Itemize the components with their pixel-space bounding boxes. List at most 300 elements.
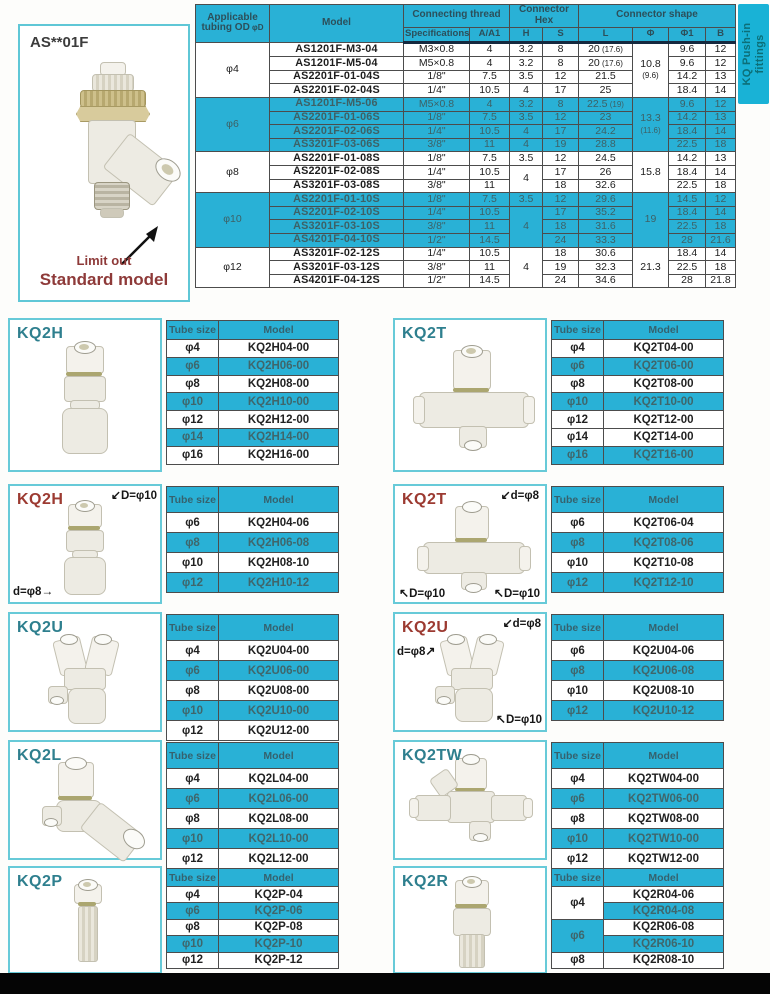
table-cell: 4: [510, 165, 543, 192]
table-row: [552, 340, 724, 358]
table-row: [552, 887, 724, 903]
table-row: [167, 357, 339, 375]
arrow-down-left-icon: ↙: [502, 616, 513, 630]
kq2t-reducer-product-box: [393, 484, 547, 604]
table-cell: 22.5 (19): [579, 97, 633, 111]
table-cell: φ6: [167, 357, 219, 375]
table-cell: φ10: [552, 829, 604, 849]
annotation-D10-right: [494, 586, 540, 600]
tab-label-line1: KQ Push-in: [740, 22, 753, 86]
table-cell: 18.4: [669, 125, 706, 139]
table-cell: φ6: [552, 789, 604, 809]
table-cell: KQ2H14-00: [219, 428, 339, 446]
table-cell: 11: [470, 220, 510, 234]
table-cell: 3/8": [404, 261, 470, 275]
model-table-kq2l: [166, 742, 339, 869]
kq2h-reducer-product-box: [8, 484, 162, 604]
table-cell: φ12: [167, 573, 219, 593]
table-cell: KQ2L10-00: [219, 829, 339, 849]
table-cell: 22.5: [669, 220, 706, 234]
table-cell: φ6: [552, 919, 604, 952]
lower-body: [62, 408, 108, 454]
y-body: [64, 668, 106, 690]
table-cell: 20 (17.6): [579, 42, 633, 57]
table-cell: φ6: [552, 357, 604, 375]
table-cell: Φ1: [669, 27, 706, 42]
table-cell: KQ2T12-00: [604, 411, 724, 429]
table-cell: 18: [706, 138, 736, 152]
table-cell: AS3201F-03-12S: [270, 261, 404, 275]
table-cell: KQ2P-10: [219, 936, 339, 952]
table-cell: KQ2H08-00: [219, 375, 339, 393]
table-cell: φ4: [196, 42, 270, 97]
table-cell: KQ2T14-00: [604, 428, 724, 446]
cell-subvalue: (11.6): [640, 125, 661, 135]
kq2u-reducer-product-box: [393, 612, 547, 732]
table-cell: φ6: [196, 97, 270, 151]
spec-header-row-1: [196, 5, 736, 28]
kq2tw-product-box: [393, 740, 547, 860]
tube-size-header: Tube size: [552, 487, 604, 513]
spec-table-header: [196, 5, 736, 43]
annotation-d8-top: [503, 616, 541, 630]
table-cell: 14.2: [669, 152, 706, 166]
tube-size-header: Tube size: [552, 615, 604, 641]
table-cell: 7.5: [470, 193, 510, 207]
right-hole: [94, 634, 112, 645]
table-cell: 24: [543, 274, 579, 288]
tube-size-header: Tube size: [552, 869, 604, 887]
cell-subvalue: (9.6): [642, 71, 659, 81]
table-cell: 17: [543, 125, 579, 139]
table-cell: 1/8": [404, 193, 470, 207]
table-cell: KQ2TW04-00: [604, 769, 724, 789]
tube-size-header: Tube size: [167, 869, 219, 887]
table-row: [552, 411, 724, 429]
table-cell: φ12: [552, 849, 604, 869]
table-cell: 17: [543, 206, 579, 220]
left-cap: [409, 798, 419, 818]
table-cell: φ6: [167, 903, 219, 919]
cell-subvalue: (17.6): [599, 45, 623, 55]
table-cell: φ8: [167, 919, 219, 935]
lower-body: [455, 688, 493, 722]
table-cell: 4: [510, 206, 543, 247]
table-cell: 4: [470, 57, 510, 71]
tube-size-header: Tube size: [167, 487, 219, 513]
table-cell: M5×0.8: [404, 57, 470, 71]
table-row: [552, 533, 724, 553]
cell-subvalue: (19): [607, 99, 624, 109]
arrow-down-left-icon: ↙: [110, 488, 121, 502]
left-port: [413, 396, 425, 424]
tube-size-header: Tube size: [167, 615, 219, 641]
tube-hole-inner: [80, 503, 88, 508]
kq2l-table-body: [167, 769, 339, 869]
table-cell: AS2201F-01-06S: [270, 111, 404, 125]
stud-tip: [100, 208, 124, 218]
table-cell: 14: [706, 206, 736, 220]
table-cell: 12: [543, 152, 579, 166]
arrow-up-right-icon: ↗: [425, 644, 436, 658]
table-cell: 13: [706, 70, 736, 84]
annotation-D10-left: [399, 586, 445, 600]
table-cell: 8: [543, 97, 579, 111]
table-cell: A/A1: [470, 27, 510, 42]
table-cell: KQ2TW08-00: [604, 809, 724, 829]
table-cell: φ10: [167, 829, 219, 849]
table-cell: 26: [579, 165, 633, 179]
table-cell: AS3201F-02-12S: [270, 247, 404, 261]
plug-stem: [78, 906, 98, 962]
table-cell: 18.4: [669, 206, 706, 220]
left-port: [417, 546, 429, 571]
table-cell: 31.6: [579, 220, 633, 234]
kq2u-table-body: [167, 641, 339, 741]
table-cell: KQ2T06-04: [604, 513, 724, 533]
table-cell: KQ2U10-00: [219, 701, 339, 721]
left-hole: [447, 634, 465, 645]
table-cell: 4: [510, 125, 543, 139]
table-cell: 25: [579, 84, 633, 98]
table-cell: 3/8": [404, 220, 470, 234]
table-row: [167, 887, 339, 903]
table-cell: KQ2U04-00: [219, 641, 339, 661]
table-cell: 9.6: [669, 97, 706, 111]
table-row: [552, 357, 724, 375]
table-cell: 3.5: [510, 70, 543, 84]
table-cell: 4: [470, 97, 510, 111]
table-cell: 28: [669, 233, 706, 247]
table-cell: φ6: [552, 641, 604, 661]
model-header: Model: [604, 321, 724, 340]
table-cell: 11: [470, 179, 510, 193]
table-cell: AS2201F-02-08S: [270, 165, 404, 179]
kq2u-reducer-table-body: [552, 641, 724, 721]
table-cell: KQ2P-08: [219, 919, 339, 935]
model-header: Model: [219, 487, 339, 513]
table-cell: 20 (17.6): [579, 57, 633, 71]
table-cell: φ4: [552, 769, 604, 789]
reducer-stem: [459, 934, 485, 968]
table-cell: 18.4: [669, 165, 706, 179]
model-header: Model: [604, 615, 724, 641]
table-cell: 29.6: [579, 193, 633, 207]
table-row: [167, 411, 339, 429]
table-cell: 3.5: [510, 193, 543, 207]
table-cell: Connecting thread: [404, 5, 510, 28]
table-row: [552, 428, 724, 446]
table-cell: 18: [543, 247, 579, 261]
tube-hole-inner: [466, 348, 476, 354]
table-cell: KQ2U12-00: [219, 721, 339, 741]
table-cell: φ8: [552, 533, 604, 553]
kq2t-reducer-table-body: [552, 513, 724, 593]
table-cell: M5×0.8: [404, 97, 470, 111]
table-cell: 1/4": [404, 125, 470, 139]
tab-kq-push-in-fittings[interactable]: [738, 4, 769, 104]
kq2p-table-body: [167, 887, 339, 969]
table-row: [167, 721, 339, 741]
table-cell: φ4: [167, 769, 219, 789]
section-label-kq2t: KQ2T: [402, 325, 447, 342]
table-cell: KQ2H12-00: [219, 411, 339, 429]
table-cell: 12: [706, 97, 736, 111]
table-cell: 1/4": [404, 206, 470, 220]
tube-size-header: Tube size: [167, 743, 219, 769]
table-row: [552, 446, 724, 464]
top-hole: [462, 754, 480, 765]
table-cell: KQ2P-04: [219, 887, 339, 903]
kq2tw-table-body: [552, 769, 724, 869]
table-cell: KQ2T06-00: [604, 357, 724, 375]
table-cell: 4: [510, 138, 543, 152]
section-label-kq2u-reducer: KQ2U: [402, 619, 449, 636]
upper-body: [66, 530, 104, 552]
table-cell: φ10: [552, 681, 604, 701]
table-cell: φ10: [552, 553, 604, 573]
table-cell: 18: [543, 179, 579, 193]
model-table-kq2t-reducer: [551, 486, 724, 593]
table-cell: 15.8: [633, 152, 669, 193]
table-row: [552, 849, 724, 869]
table-cell: φ16: [552, 446, 604, 464]
table-cell: 24.5: [579, 152, 633, 166]
table-cell: KQ2H04-06: [219, 513, 339, 533]
table-cell: 18.4: [669, 247, 706, 261]
table-cell: φ14: [167, 428, 219, 446]
table-cell: AS2201F-01-08S: [270, 152, 404, 166]
table-cell: KQ2H16-00: [219, 446, 339, 464]
side-hole: [44, 818, 58, 827]
table-cell: 4: [510, 247, 543, 288]
right-port: [519, 546, 531, 571]
model-header: Model: [219, 615, 339, 641]
table-cell: 1/2": [404, 274, 470, 288]
table-cell: KQ2H04-00: [219, 340, 339, 358]
table-cell: 14.2: [669, 111, 706, 125]
kq2h-product-box: [8, 318, 162, 472]
table-row: [552, 829, 724, 849]
kq2t-table-body: [552, 340, 724, 465]
table-cell: 18.4: [669, 84, 706, 98]
table-cell: 10.5: [470, 165, 510, 179]
table-cell: 14: [706, 125, 736, 139]
kq2l-product-box: [8, 740, 162, 860]
table-cell: 3.2: [510, 97, 543, 111]
table-cell: φ6: [167, 661, 219, 681]
table-cell: AS1201F-M5-06: [270, 97, 404, 111]
right-hole: [479, 634, 497, 645]
arrow-up-left-icon: ↖: [493, 586, 504, 600]
side-hole: [437, 696, 451, 705]
table-cell: φ8: [552, 809, 604, 829]
table-row: [552, 681, 724, 701]
kq2r-product-box: [393, 866, 547, 974]
right-port: [523, 396, 535, 424]
table-cell: AS2201F-02-06S: [270, 125, 404, 139]
table-cell: φ4: [167, 887, 219, 903]
upper-body: [64, 376, 106, 402]
table-cell: 1/8": [404, 111, 470, 125]
tab-label: [738, 4, 769, 104]
table-cell: φ8: [552, 661, 604, 681]
table-cell: KQ2L06-00: [219, 789, 339, 809]
table-cell: S: [543, 27, 579, 42]
table-cell: KQ2TW10-00: [604, 829, 724, 849]
table-row: [167, 829, 339, 849]
horizontal-body: [423, 542, 525, 574]
table-cell: 1/4": [404, 84, 470, 98]
table-row: [552, 809, 724, 829]
table-row: [196, 247, 736, 261]
plug-hole-inner: [83, 882, 91, 887]
section-label-kq2h: KQ2H: [17, 325, 64, 342]
table-cell: KQ2R06-08: [604, 919, 724, 935]
model-table-kq2t: [551, 320, 724, 465]
table-cell: 10.5: [470, 247, 510, 261]
table-cell: AS1201F-M3-04: [270, 42, 404, 57]
table-cell: KQ2U04-06: [604, 641, 724, 661]
table-cell: B: [706, 27, 736, 42]
table-cell: AS3201F-03-06S: [270, 138, 404, 152]
table-row: [552, 919, 724, 935]
table-cell: 7.5: [470, 70, 510, 84]
arrow-down-left-icon: ↙: [500, 488, 511, 502]
kq2h-table-body: [167, 340, 339, 465]
table-cell: φ12: [196, 247, 270, 288]
table-cell: Φ: [633, 27, 669, 42]
horizontal-body: [419, 392, 529, 428]
table-cell: 7.5: [470, 152, 510, 166]
table-cell: KQ2L08-00: [219, 809, 339, 829]
as01f-product-box: [18, 24, 190, 302]
table-row: [552, 553, 724, 573]
table-row: [167, 428, 339, 446]
left-arm: [415, 795, 451, 821]
table-row: [552, 701, 724, 721]
table-row: [167, 533, 339, 553]
table-row: [552, 513, 724, 533]
table-cell: Specifications: [404, 27, 470, 42]
table-cell: 14.5: [470, 274, 510, 288]
table-cell: KQ2T08-06: [604, 533, 724, 553]
table-cell: φ12: [552, 701, 604, 721]
table-cell: AS3201F-03-08S: [270, 179, 404, 193]
tube-size-header: Tube size: [552, 743, 604, 769]
table-cell: KQ2R04-06: [604, 887, 724, 903]
table-cell: φ10: [167, 553, 219, 573]
table-row: [196, 42, 736, 57]
table-cell: KQ2T10-00: [604, 393, 724, 411]
table-cell: 1/4": [404, 247, 470, 261]
annotation-text: D=φ10: [505, 714, 542, 726]
table-cell: 3.2: [510, 57, 543, 71]
table-row: [167, 661, 339, 681]
right-cap: [523, 798, 533, 818]
body: [453, 908, 491, 936]
as01f-title: AS**01F: [30, 34, 89, 51]
table-cell: φ8: [552, 375, 604, 393]
table-cell: 22.5: [669, 261, 706, 275]
table-row: [167, 701, 339, 721]
table-cell: φ16: [167, 446, 219, 464]
table-cell: 34.6: [579, 274, 633, 288]
bottom-hole: [464, 440, 482, 451]
table-cell: AS4201F-04-10S: [270, 233, 404, 247]
tab-label-line2: fittings: [753, 34, 766, 74]
table-cell: KQ2H10-12: [219, 573, 339, 593]
section-label-kq2h-reducer: KQ2H: [17, 491, 64, 508]
annotation-text: D=φ10: [409, 588, 446, 600]
table-cell: KQ2U08-00: [219, 681, 339, 701]
table-cell: φ6: [167, 513, 219, 533]
model-table-kq2p: [166, 868, 339, 969]
table-cell: 22.5: [669, 138, 706, 152]
table-cell: 32.3: [579, 261, 633, 275]
table-cell: φ4: [167, 641, 219, 661]
table-cell: 12: [543, 193, 579, 207]
annotation-d8-left: [397, 644, 435, 658]
cell-subvalue: (17.6): [599, 58, 623, 68]
table-cell: AS1201F-M5-04: [270, 57, 404, 71]
model-table-kq2h-reducer: [166, 486, 339, 593]
table-cell: 18: [706, 261, 736, 275]
table-cell: φ10: [167, 701, 219, 721]
table-cell: φ12: [552, 411, 604, 429]
annotation-d8: [501, 488, 539, 502]
annotation-text: d=φ8: [13, 586, 42, 598]
lower-body: [68, 688, 106, 724]
table-row: [552, 789, 724, 809]
table-cell: KQ2U10-12: [604, 701, 724, 721]
table-cell: 19: [543, 261, 579, 275]
table-cell: 1/4": [404, 165, 470, 179]
table-cell: KQ2TW12-00: [604, 849, 724, 869]
table-cell: φ10: [196, 193, 270, 247]
table-cell: KQ2T04-00: [604, 340, 724, 358]
tube-hole: [65, 757, 87, 770]
table-row: [167, 919, 339, 935]
table-cell: 4: [470, 42, 510, 57]
model-header: Model: [604, 869, 724, 887]
model-header: Model: [219, 869, 339, 887]
section-label-kq2p: KQ2P: [17, 873, 63, 890]
table-cell: KQ2H10-00: [219, 393, 339, 411]
table-cell: KQ2T12-10: [604, 573, 724, 593]
table-cell: AS2201F-01-10S: [270, 193, 404, 207]
table-cell: 14.2: [669, 70, 706, 84]
model-table-kq2u: [166, 614, 339, 741]
table-cell: φ6: [552, 513, 604, 533]
tube-hole-inner: [79, 344, 89, 350]
table-cell: 3/8": [404, 138, 470, 152]
side-hole: [50, 696, 64, 705]
section-label-kq2t-reducer: KQ2T: [402, 491, 447, 508]
model-table-kq2tw: [551, 742, 724, 869]
arrow-right-icon: →: [41, 584, 54, 598]
table-row: [552, 573, 724, 593]
table-cell: 30.6: [579, 247, 633, 261]
table-cell: φ10: [167, 393, 219, 411]
table-cell: 3.5: [510, 152, 543, 166]
table-cell: KQ2U06-08: [604, 661, 724, 681]
table-cell: Connector shape: [579, 5, 736, 28]
model-header: Model: [219, 321, 339, 340]
table-cell: 21.8: [706, 274, 736, 288]
section-label-kq2tw: KQ2TW: [402, 747, 463, 764]
table-cell: KQ2T08-00: [604, 375, 724, 393]
